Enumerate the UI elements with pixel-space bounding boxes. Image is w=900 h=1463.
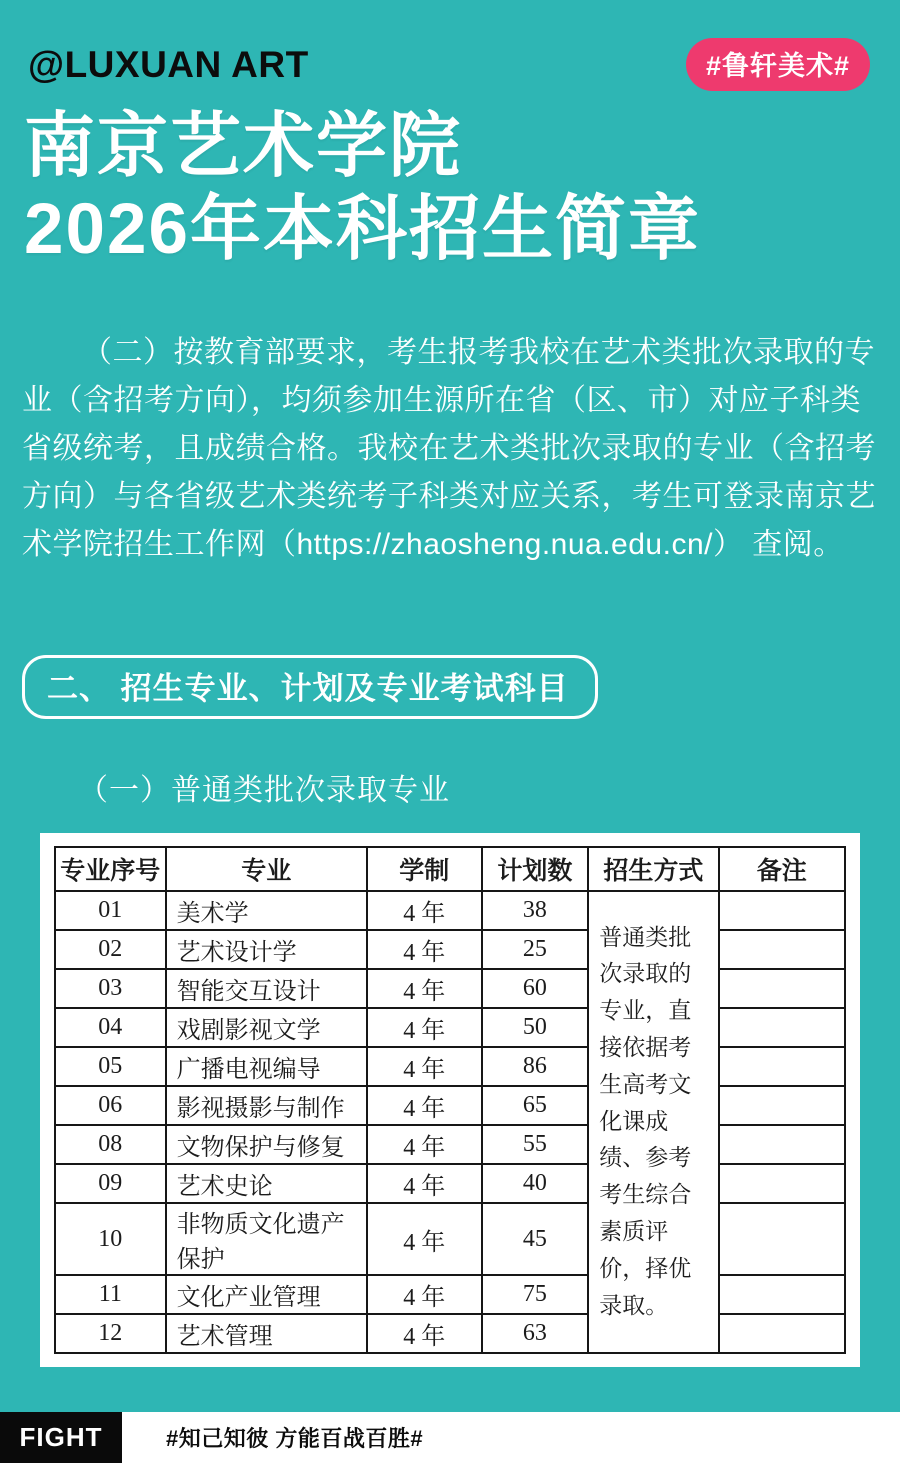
- header-major: 专业: [166, 847, 367, 891]
- cell-no: 06: [55, 1086, 166, 1125]
- table-row: [55, 1164, 845, 1203]
- cell-major: 戏剧影视文学: [166, 1008, 367, 1047]
- cell-major: 智能交互设计: [166, 969, 367, 1008]
- cell-remark: [719, 1086, 845, 1125]
- cell-remark: [719, 1008, 845, 1047]
- cell-remark: [719, 1203, 845, 1275]
- cell-remark: [719, 930, 845, 969]
- cell-years: 4 年: [367, 1164, 482, 1203]
- table-row: [55, 1086, 845, 1125]
- cell-remark: [719, 1164, 845, 1203]
- intro-paragraph: （二）按教育部要求，考生报考我校在艺术类批次录取的专业（含招考方向），均须参加生源所在省（区、市）对应子科类省级统考，且成绩合格。我校在艺术类批次录取的专业（含招考方向）与各省级艺术类统考子科类对应关系，考生可登录南京艺术学院招生工作网（https://zhaosheng.nua.edu.cn/） 查阅。: [22, 336, 876, 561]
- cell-no: 01: [55, 891, 166, 930]
- page-title-line1: 南京艺术学院: [24, 107, 463, 186]
- table-row: [55, 969, 845, 1008]
- table-row: [55, 1047, 845, 1086]
- table-row: [55, 1203, 845, 1275]
- brand-label: @LUXUAN ART: [28, 43, 309, 85]
- cell-no: 02: [55, 930, 166, 969]
- table-row: [55, 891, 845, 930]
- table-row: [55, 930, 845, 969]
- cell-years: 4 年: [367, 930, 482, 969]
- cell-major: 影视摄影与制作: [166, 1086, 367, 1125]
- table-row: [55, 1125, 845, 1164]
- cell-years: 4 年: [367, 969, 482, 1008]
- header-major-no: 专业序号: [55, 847, 166, 891]
- cell-major: 艺术管理: [166, 1314, 367, 1353]
- cell-plan: 65: [482, 1086, 589, 1125]
- page-title-line2: 2026年本科招生简章: [24, 190, 701, 269]
- cell-remark: [719, 1047, 845, 1086]
- cell-remark: [719, 1125, 845, 1164]
- cell-no: 11: [55, 1275, 166, 1314]
- cell-no: 04: [55, 1008, 166, 1047]
- cell-major: 美术学: [166, 891, 367, 930]
- cell-no: 08: [55, 1125, 166, 1164]
- hashtag-badge: #鲁轩美术#: [686, 38, 870, 91]
- cell-plan: 38: [482, 891, 589, 930]
- cell-major: 艺术史论: [166, 1164, 367, 1203]
- cell-no: 12: [55, 1314, 166, 1353]
- cell-plan: 75: [482, 1275, 589, 1314]
- sub-heading: （一）普通类批次录取专业: [78, 774, 450, 807]
- cell-no: 09: [55, 1164, 166, 1203]
- cell-years: 4 年: [367, 1203, 482, 1275]
- header-plan-count: 计划数: [482, 847, 589, 891]
- cell-years: 4 年: [367, 891, 482, 930]
- cell-plan: 63: [482, 1314, 589, 1353]
- cell-no: 05: [55, 1047, 166, 1086]
- header-years: 学制: [367, 847, 482, 891]
- cell-no: 03: [55, 969, 166, 1008]
- cell-major: 艺术设计学: [166, 930, 367, 969]
- header-remark: 备注: [719, 847, 845, 891]
- cell-admission-method-merged: 普通类批次录取的专业，直接依据考生高考文化课成绩、参考考生综合素质评价，择优录取。: [588, 891, 718, 1353]
- table-row: [55, 1008, 845, 1047]
- cell-years: 4 年: [367, 1125, 482, 1164]
- cell-years: 4 年: [367, 1275, 482, 1314]
- cell-plan: 60: [482, 969, 589, 1008]
- cell-years: 4 年: [367, 1047, 482, 1086]
- header-admission-method: 招生方式: [588, 847, 718, 891]
- admission-table-panel: [40, 833, 860, 1367]
- cell-years: 4 年: [367, 1086, 482, 1125]
- cell-major: 文化产业管理: [166, 1275, 367, 1314]
- cell-major: 文物保护与修复: [166, 1125, 367, 1164]
- cell-remark: [719, 969, 845, 1008]
- page-title: [24, 105, 900, 271]
- cell-plan: 86: [482, 1047, 589, 1086]
- cell-plan: 40: [482, 1164, 589, 1203]
- footer-fight-label: FIGHT: [0, 1412, 122, 1463]
- table-header-row: [55, 847, 845, 891]
- table-row: [55, 1314, 845, 1353]
- cell-years: 4 年: [367, 1008, 482, 1047]
- cell-years: 4 年: [367, 1314, 482, 1353]
- section-heading-pill: 二、 招生专业、计划及专业考试科目: [22, 655, 598, 719]
- cell-major: 非物质文化遗产保护: [166, 1203, 367, 1275]
- footer-bar: [0, 1412, 900, 1463]
- cell-plan: 50: [482, 1008, 589, 1047]
- cell-no: 10: [55, 1203, 166, 1275]
- footer-slogan: #知己知彼 方能百战百胜#: [166, 1426, 424, 1451]
- cell-plan: 55: [482, 1125, 589, 1164]
- cell-plan: 45: [482, 1203, 589, 1275]
- cell-major: 广播电视编导: [166, 1047, 367, 1086]
- cell-remark: [719, 1314, 845, 1353]
- cell-remark: [719, 891, 845, 930]
- admission-plan-table: [54, 846, 846, 1354]
- top-bar: [0, 0, 900, 91]
- cell-plan: 25: [482, 930, 589, 969]
- table-row: [55, 1275, 845, 1314]
- cell-remark: [719, 1275, 845, 1314]
